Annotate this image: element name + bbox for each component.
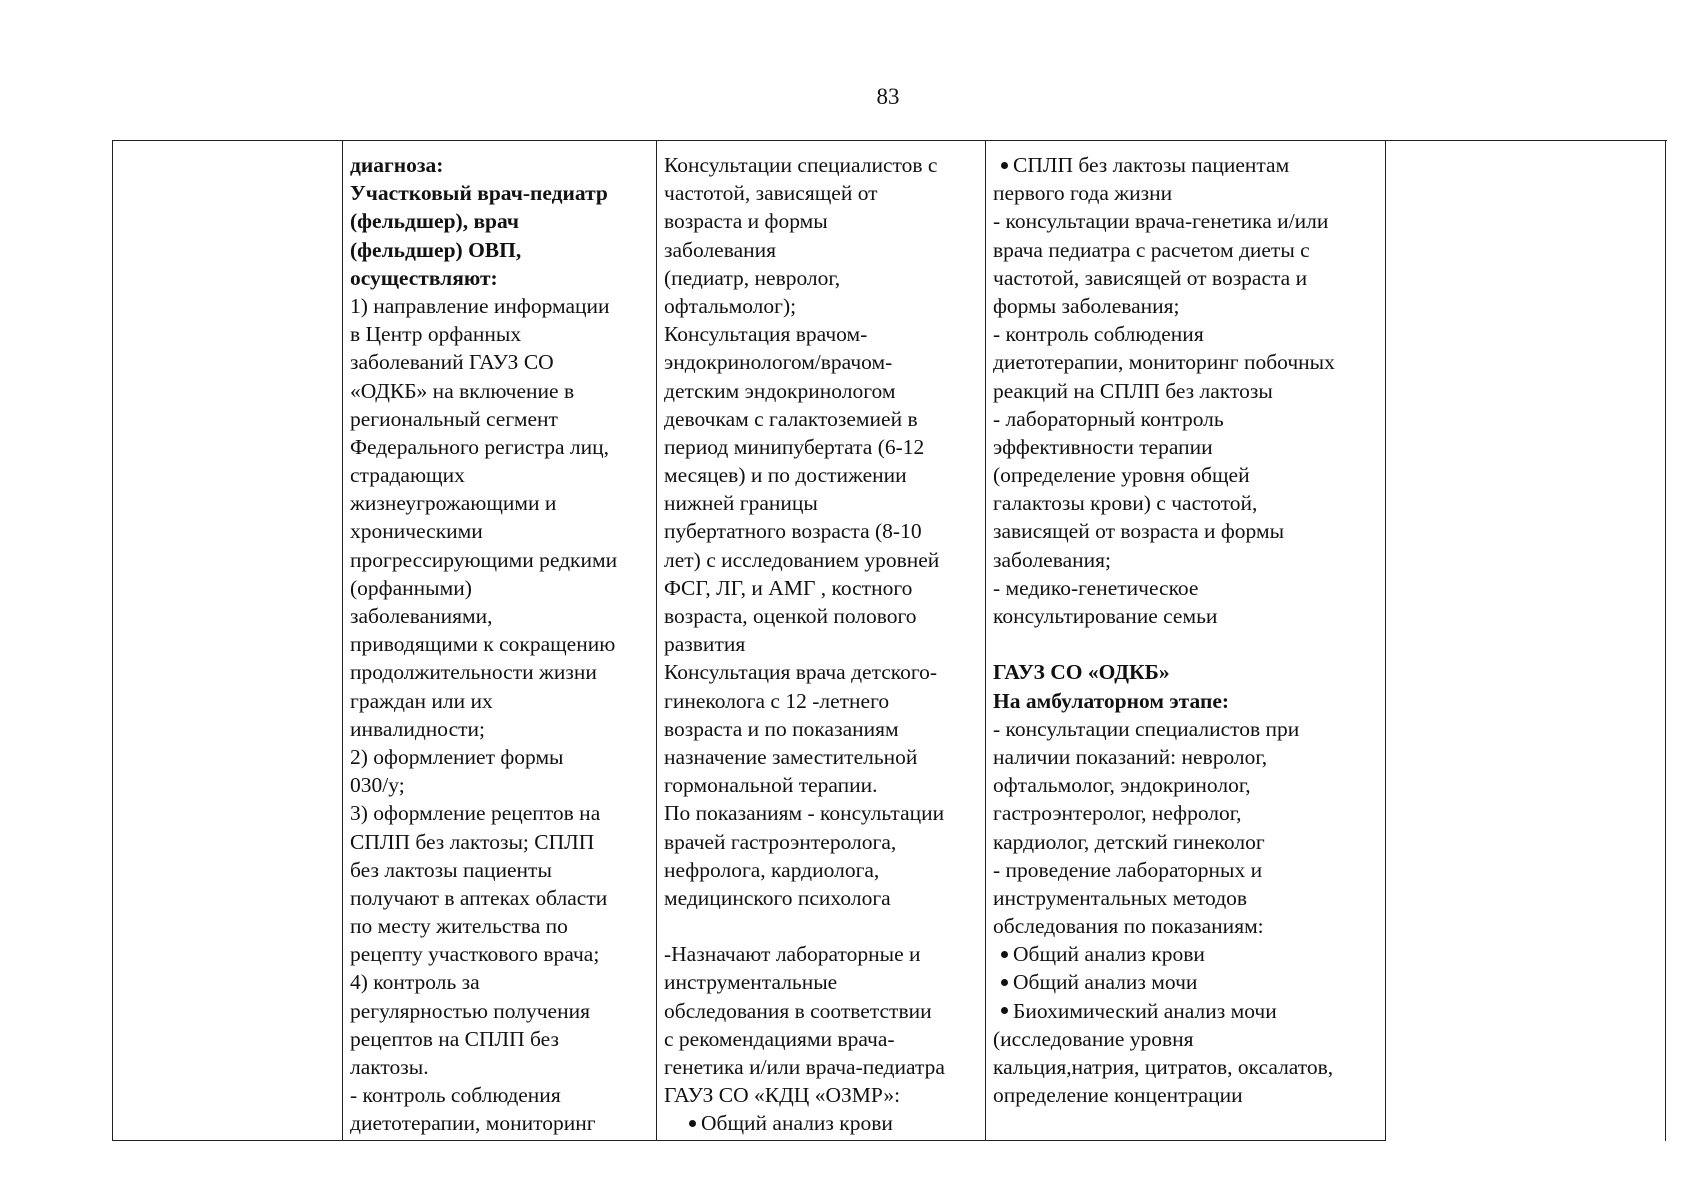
bullet-text: СПЛП без лактозы пациентам (1013, 153, 1290, 177)
text-line: первого года жизни (993, 181, 1173, 206)
page-number: 83 (876, 84, 900, 109)
text-line: - консультации врача-генетика и/или (993, 209, 1329, 234)
text-line: Консультации специалистов с (664, 153, 938, 177)
text-line: регулярностью получения (350, 998, 590, 1023)
bold-text-line: ГАУЗ СО «ОДКБ» (993, 660, 1170, 685)
text-line: прогрессирующими редкими (350, 547, 618, 572)
text-line: консультирование семьи (993, 604, 1218, 628)
text-line: обследования по показаниям: (993, 914, 1264, 939)
text-line: страдающих (350, 463, 465, 488)
document-table (112, 140, 1667, 1141)
bullet-item (993, 940, 1385, 968)
text-line: ФСГ, ЛГ, и АМГ , костного (664, 575, 913, 600)
text-line: Консультация врачом- (664, 322, 868, 347)
text-line: медицинского психолога (664, 885, 891, 910)
text-line: рецепту участкового врача; (350, 942, 600, 967)
text-line: нижней границы (664, 491, 818, 516)
bold-text-line: (фельдшер), врач (350, 209, 520, 234)
text-line: эффективности терапии (993, 434, 1213, 459)
text-line: частотой, зависящей от возраста и (993, 265, 1308, 290)
text-line: (педиатр, невролог, (664, 265, 841, 290)
text-line: врачей гастроэнтеролога, (664, 829, 897, 854)
text-line: 1) направление информации (350, 293, 610, 318)
text-line: заболевания; (993, 547, 1111, 572)
text-line: заболеваниями, (350, 604, 493, 628)
text-line: СПЛП без лактозы; СПЛП (350, 829, 595, 854)
bold-text-line: (фельдшер) ОВП, (350, 237, 522, 262)
text-line: рецептов на СПЛП без (350, 1026, 559, 1051)
text-line: заболевания (664, 237, 777, 262)
text-line: инструментальные (664, 970, 838, 995)
bullet-text: Общий анализ крови (701, 1111, 893, 1136)
text-line: хроническими (350, 519, 483, 544)
text-line: зависящей от возраста и формы (993, 519, 1285, 544)
text-line: жизнеугрожающими и (350, 491, 557, 516)
text-line: гастроэнтеролог, нефролог, (993, 801, 1242, 826)
table-cell-monitoring (986, 141, 1386, 1141)
text-line: региональный сегмент (350, 406, 558, 431)
text-line: врача педиатра с расчетом диеты с (993, 237, 1310, 262)
text-line: формы заболевания; (993, 293, 1180, 318)
text-line: наличии показаний: невролог, (993, 744, 1268, 769)
text-line: - консультации специалистов при (993, 716, 1300, 741)
text-line: эндокринологом/врачом- (664, 350, 893, 375)
text-line: - проведение лабораторных и (993, 857, 1263, 882)
text-line: инструментальных методов (993, 885, 1248, 910)
text-line: нефролога, кардиолога, (664, 857, 880, 882)
text-line: определение концентрации (993, 1083, 1243, 1108)
text-line: По показаниям - консультации (664, 801, 945, 826)
text-line: - контроль соблюдения (993, 322, 1204, 347)
bold-text-line: На амбулаторном этапе: (993, 688, 1230, 713)
text-line: по месту жительства по (350, 914, 568, 939)
bold-text-line: диагноза: (350, 153, 444, 177)
text-line: - лабораторный контроль (993, 406, 1224, 431)
text-line: возраста, оценкой полового (664, 604, 917, 628)
text-line: частотой, зависящей от (664, 181, 878, 206)
text-line: период минипубертата (6-12 (664, 434, 925, 459)
bullet-text: Общий анализ крови (1013, 942, 1205, 967)
text-line: 2) оформлениет формы (350, 744, 564, 769)
table-cell-empty-right (1386, 141, 1666, 1141)
text-line: пубертатного возраста (8-10 (664, 519, 922, 544)
text-line: лет) с исследованием уровней (664, 547, 940, 572)
text-line: диетотерапии, мониторинг (350, 1111, 596, 1136)
text-line: «ОДКБ» на включение в (350, 378, 575, 403)
text-line: Федерального регистра лиц, (350, 434, 610, 459)
text-line: -Назначают лабораторные и (664, 942, 921, 967)
text-line: девочкам с галактоземией в (664, 406, 918, 431)
table-cell-empty-left (113, 141, 343, 1141)
text-line: возраста и по показаниям (664, 716, 899, 741)
bullet-text: Общий анализ мочи (1013, 970, 1198, 995)
text-line: офтальмолог); (664, 293, 797, 318)
text-line: месяцев) и по достижении (664, 463, 907, 488)
text-line: лактозы. (350, 1055, 429, 1079)
text-line: получают в аптеках области (350, 885, 608, 910)
table-cell-organization-actions (343, 141, 657, 1141)
bullet-icon (1001, 979, 1008, 986)
text-line: обследования в соответствии (664, 998, 932, 1023)
text-line: - медико-генетическое (993, 575, 1199, 600)
text-line: в Центр орфанных (350, 322, 522, 347)
text-line: кальция,натрия, цитратов, оксалатов, (993, 1055, 1334, 1079)
text-line: приводящими к сокращению (350, 632, 616, 657)
text-line: реакций на СПЛП без лактозы (993, 378, 1273, 403)
bullet-item (993, 997, 1385, 1025)
table-cell-consultations (657, 141, 986, 1141)
text-line: граждан или их (350, 688, 493, 713)
text-line: диетотерапии, мониторинг побочных (993, 350, 1335, 375)
text-line: ГАУЗ СО «КДЦ «ОЗМР»: (664, 1083, 901, 1108)
text-line: продолжительности жизни (350, 660, 597, 685)
bullet-text: Биохимический анализ мочи (1013, 998, 1277, 1023)
text-line: галактозы крови) с частотой, (993, 491, 1258, 516)
text-line: назначение заместительной (664, 744, 918, 769)
text-line: без лактозы пациенты (350, 857, 552, 882)
text-line: инвалидности; (350, 716, 485, 741)
text-line: гормональной терапии. (664, 773, 878, 798)
bullet-icon (1001, 1007, 1008, 1014)
bold-text-line: Участковый врач-педиатр (350, 181, 608, 206)
text-line: заболеваний ГАУЗ СО (350, 350, 554, 375)
text-line: (исследование уровня (993, 1026, 1194, 1051)
text-line: 3) оформление рецептов на (350, 801, 601, 826)
text-line: (определение уровня общей (993, 463, 1250, 488)
text-line: возраста и формы (664, 209, 828, 234)
text-line: детским эндокринологом (664, 378, 896, 403)
bullet-icon (1001, 162, 1008, 169)
text-line: 030/у; (350, 773, 405, 798)
text-line: с рекомендациями врача- (664, 1026, 895, 1051)
text-line: - контроль соблюдения (350, 1083, 561, 1108)
bullet-item (993, 968, 1385, 996)
bullet-item (664, 1109, 985, 1137)
text-line: гинеколога с 12 -летнего (664, 688, 890, 713)
text-line: (орфанными) (350, 575, 472, 600)
text-line: офтальмолог, эндокринолог, (993, 773, 1251, 798)
text-line: генетика и/или врача-педиатра (664, 1055, 945, 1079)
bold-text-line: осуществляют: (350, 265, 498, 290)
bullet-item (993, 151, 1385, 179)
text-line: кардиолог, детский гинеколог (993, 829, 1265, 854)
blank-line (993, 630, 1385, 658)
blank-line (664, 912, 985, 940)
text-line: Консультация врача детского- (664, 660, 938, 685)
bullet-icon (1001, 951, 1008, 958)
text-line: развития (664, 632, 746, 657)
bullet-icon (689, 1120, 696, 1127)
text-line: 4) контроль за (350, 970, 480, 995)
